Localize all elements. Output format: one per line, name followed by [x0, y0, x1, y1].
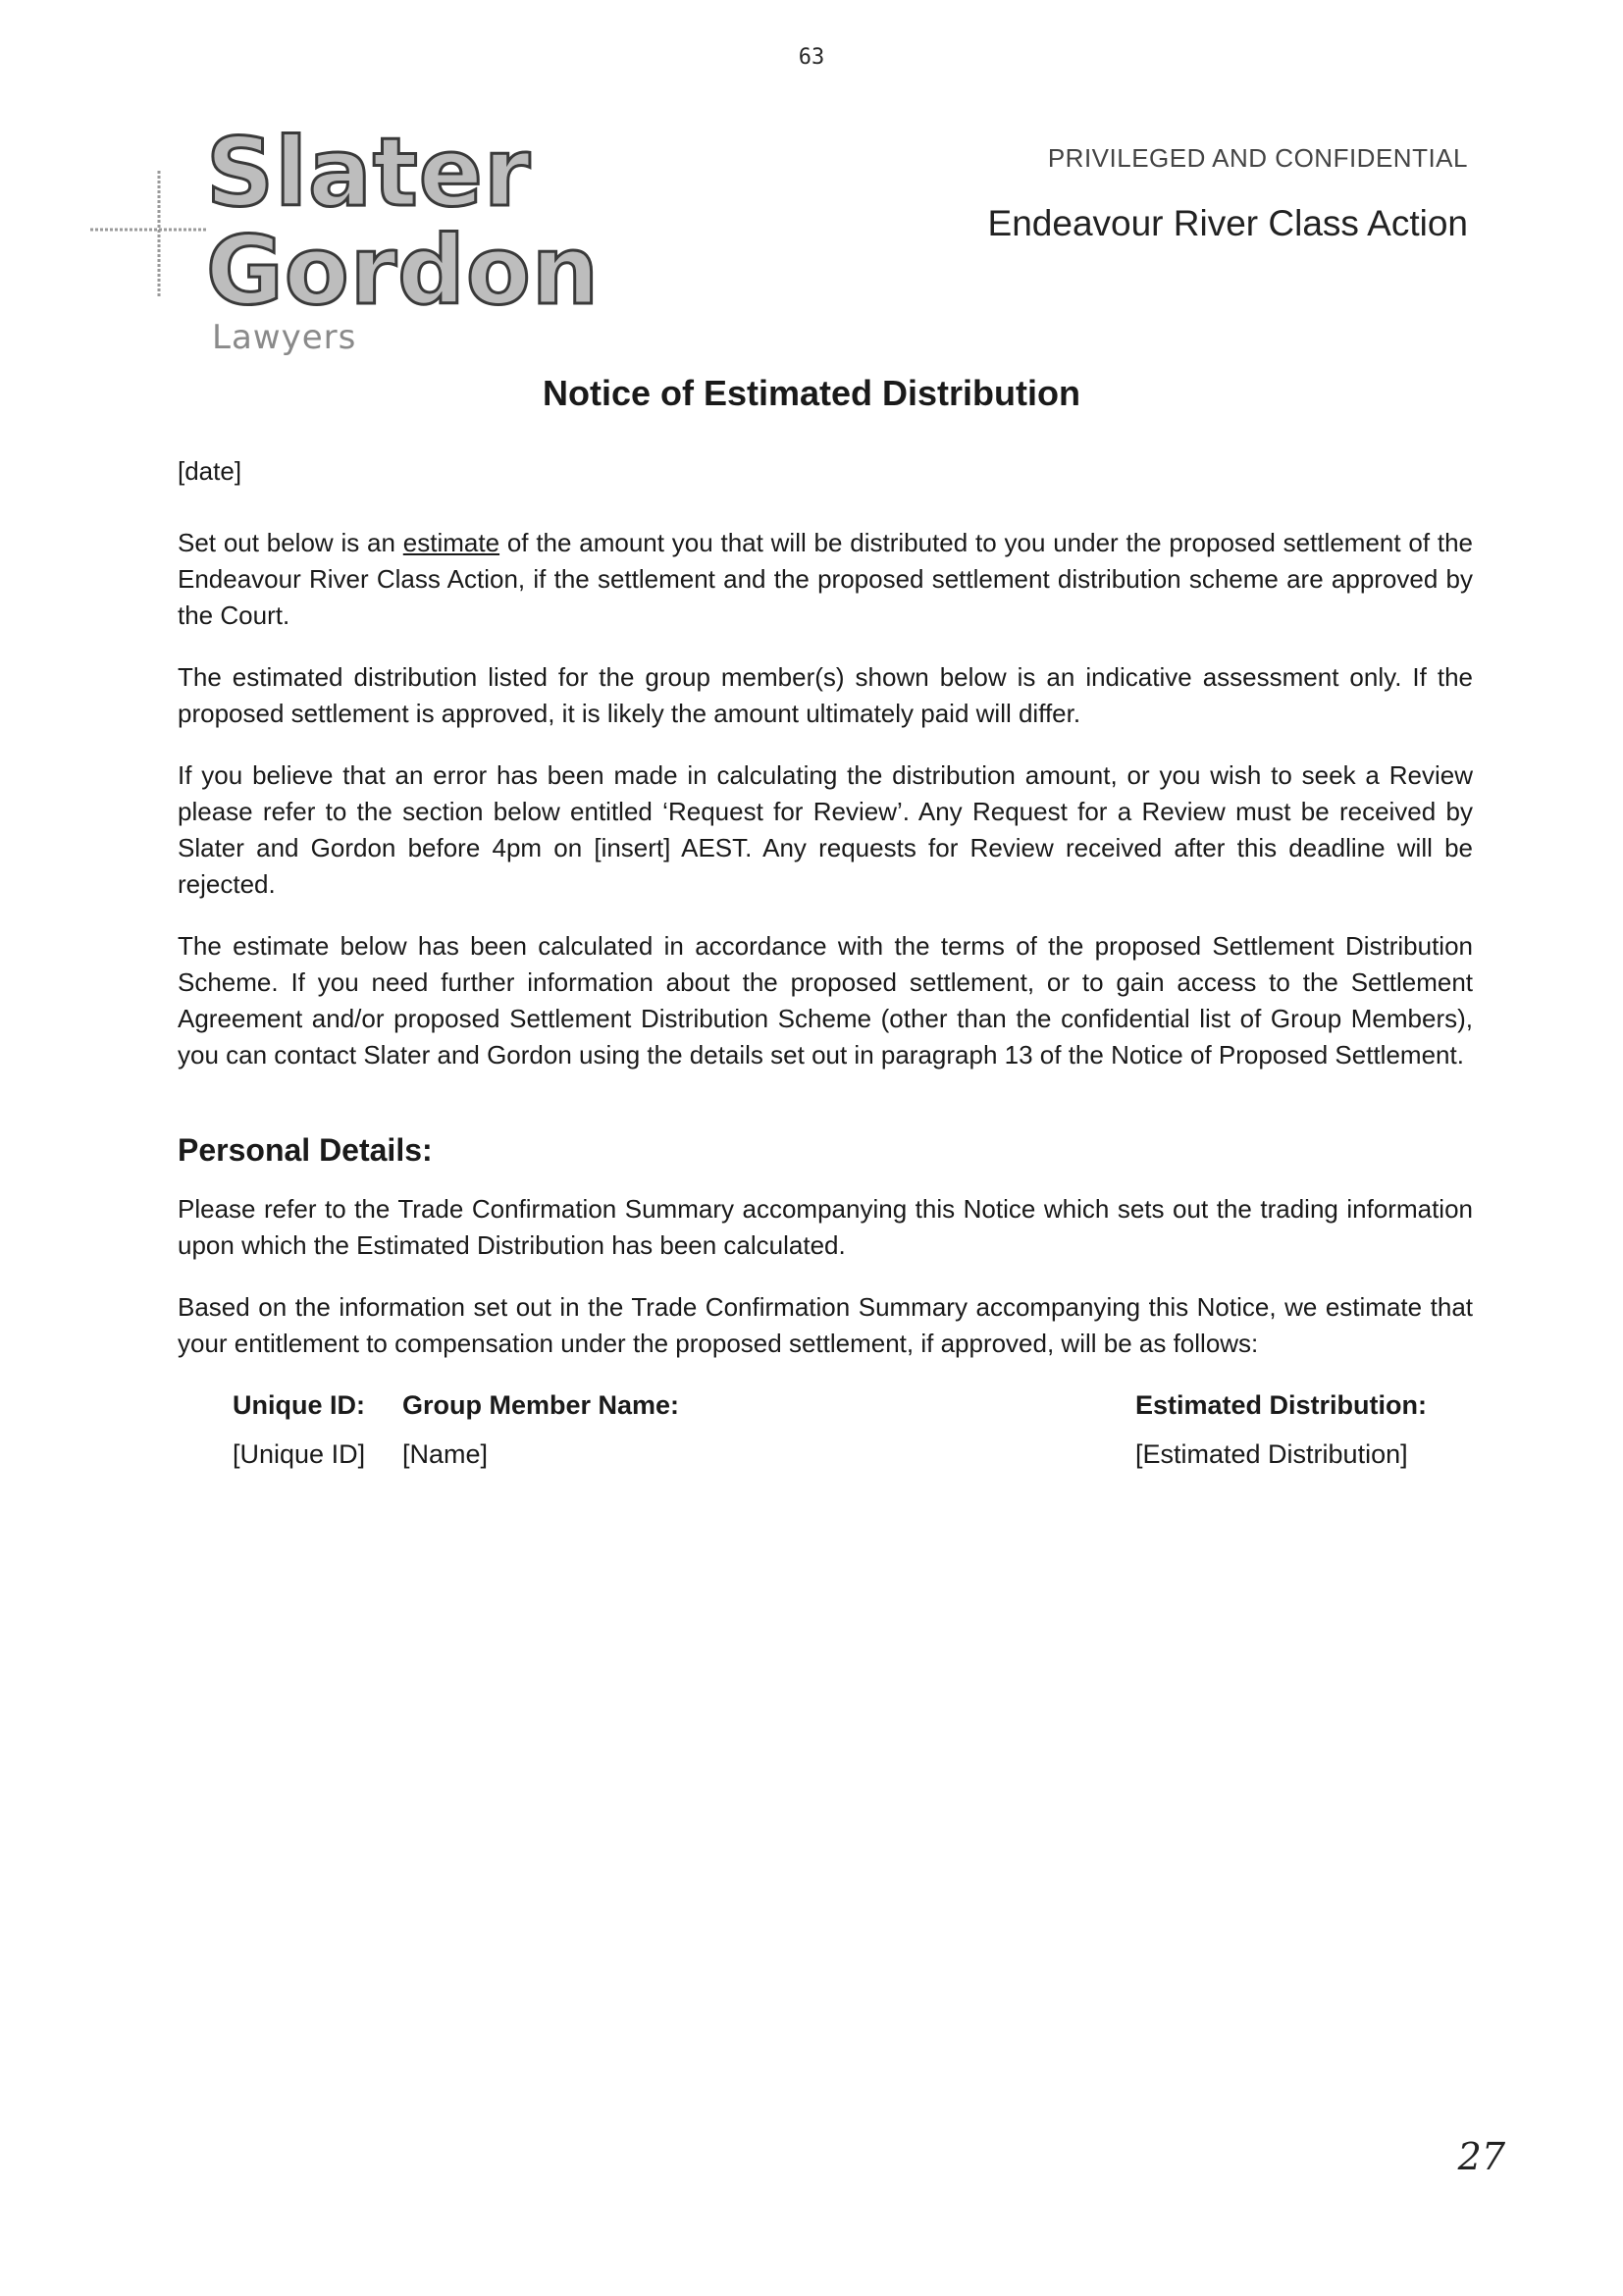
- header-unique-id: Unique ID:: [233, 1390, 365, 1420]
- document-body: [178, 453, 1473, 1495]
- document-title: Notice of Estimated Distribution: [542, 373, 1081, 413]
- value-estimated-distribution: [Estimated Distribution]: [1135, 1439, 1408, 1469]
- value-name: [Name]: [402, 1439, 489, 1469]
- distribution-table: [233, 1387, 1473, 1495]
- personal-paragraph-1: Please refer to the Trade Confirmation Summary accompanying this Notice which sets out the trading information upon which the Estimated Distribution has been calculated.: [178, 1194, 1473, 1260]
- header-estimated-distribution: Estimated Distribution:: [1135, 1390, 1428, 1420]
- logo-word-slater: Slater: [206, 118, 532, 228]
- logo-subtitle: Lawyers: [212, 318, 357, 357]
- case-name: Endeavour River Class Action: [987, 203, 1468, 243]
- handwritten-page-number: 27: [1457, 2135, 1505, 2178]
- header-group-member-name: Group Member Name:: [402, 1390, 680, 1420]
- date-placeholder: [date]: [178, 456, 242, 486]
- personal-paragraph-2: Based on the information set out in the Trade Confirmation Summary accompanying this Notice, we estimate that your entitlement to compensation under the proposed settlement, if approved, will be as follows:: [178, 1292, 1473, 1358]
- intro-paragraph-2: The estimated distribution listed for the group member(s) shown below is an indicative assessment only. If the proposed settlement is approved, it is likely the amount ultimately paid will differ.: [178, 662, 1473, 728]
- slater-gordon-logo: [90, 118, 601, 371]
- logo-word-gordon: Gordon: [206, 216, 601, 326]
- estimate-underlined: estimate: [402, 528, 500, 557]
- intro-text-after: of the amount you that will be distributed to you under the proposed settlement of the Endeavour River Class Action, if the settlement and the proposed settlement distribution scheme are approved by the Court.: [178, 528, 1473, 630]
- intro-text-before: Set out below is an: [178, 528, 403, 557]
- classification-label: PRIVILEGED AND CONFIDENTIAL: [1047, 143, 1468, 173]
- intro-paragraph-1: [178, 525, 1473, 634]
- intro-paragraph-4: The estimate below has been calculated in accordance with the terms of the proposed Settlement Distribution Scheme. If you need further information about the proposed settlement, or to gain access to the Settlement Agreement and/or proposed Settlement Distribution Scheme (other than the confidential list of Group Members), you can contact Slater and Gordon using the details set out in paragraph 13 of the Notice of Proposed Settlement.: [178, 931, 1473, 1070]
- value-unique-id: [Unique ID]: [233, 1439, 366, 1469]
- intro-paragraph-3: If you believe that an error has been made in calculating the distribution amount, or you wish to seek a Review please refer to the section below entitled ‘Request for Review’. Any Request for a Review must be received by Slater and Gordon before 4pm on [insert] AEST. Any requests for Review received after this deadline will be rejected.: [178, 760, 1473, 899]
- document-header: [988, 143, 1468, 244]
- personal-details-heading: Personal Details:: [178, 1132, 433, 1168]
- page-number: 63: [798, 45, 825, 70]
